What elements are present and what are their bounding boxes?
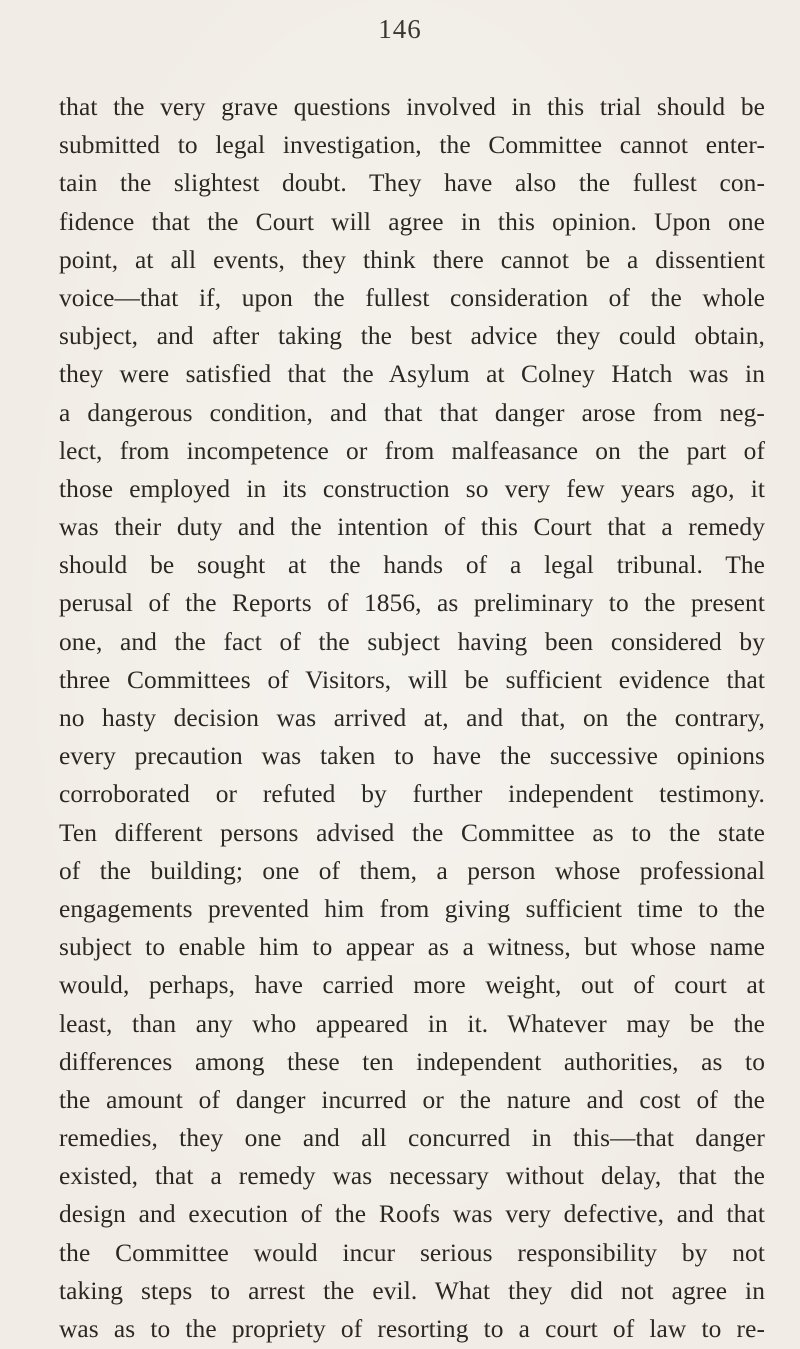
text-line: submitted to legal investigation, the Committee cannot enter- [59,131,765,160]
text-line: would, perhaps, have carried more weight, out of court at [59,971,765,1000]
text-line: corroborated or refuted by further independent testimony. [59,780,765,809]
text-line: should be sought at the hands of a legal tribunal. The [59,551,765,580]
text-line: tain the slightest doubt. They have also the fullest con- [59,169,765,198]
text-line: was their duty and the intention of this Court that a remedy [59,513,765,542]
text-line: differences among these ten independent authorities, as to [59,1047,765,1076]
text-line: that the very grave questions involved in this trial should be [59,93,765,121]
text-line: perusal of the Reports of 1856, as preliminary to the present [59,589,765,618]
body-text [59,88,765,1348]
text-line: was as to the propriety of resorting to a court of law to re- [59,1315,765,1343]
text-line: no hasty decision was arrived at, and that, on the contrary, [59,704,765,732]
text-line: Ten different persons advised the Committee as to the state [59,818,765,847]
text-line: of the building; one of them, a person whose professional [59,856,765,885]
text-line: the Committee would incur serious responsibility by not [59,1238,765,1267]
text-line: design and execution of the Roofs was very defective, and that [59,1200,765,1229]
text-line: lect, from incompetence or from malfeasance on the part of [59,436,765,465]
text-line: subject to enable him to appear as a witness, but whose name [59,933,765,962]
text-line: one, and the fact of the subject having been considered by [59,627,765,656]
text-line: those employed in its construction so very few years ago, it [59,474,765,503]
text-line: every precaution was taken to have the successive opinions [59,742,765,771]
text-line: engagements prevented him from giving sufficient time to the [59,894,765,923]
text-line: taking steps to arrest the evil. What they did not agree in [59,1276,765,1305]
text-line: fidence that the Court will agree in this opinion. Upon one [59,207,765,236]
page-number: 146 [378,14,422,44]
text-line: a dangerous condition, and that that danger arose from neg- [59,398,765,427]
text-line: the amount of danger incurred or the nature and cost of the [59,1085,765,1114]
text-line: least, than any who appeared in it. Whatever may be the [59,1009,765,1038]
text-line: voice—that if, upon the fullest consideration of the whole [59,283,765,312]
text-line: three Committees of Visitors, will be sufficient evidence that [59,665,765,694]
text-line: point, at all events, they think there cannot be a dissentient [59,245,765,274]
text-line: they were satisfied that the Asylum at Colney Hatch was in [59,360,765,389]
text-line: remedies, they one and all concurred in this—that danger [59,1124,765,1153]
text-line: subject, and after taking the best advice they could obtain, [59,322,765,351]
text-line: existed, that a remedy was necessary without delay, that the [59,1162,765,1191]
